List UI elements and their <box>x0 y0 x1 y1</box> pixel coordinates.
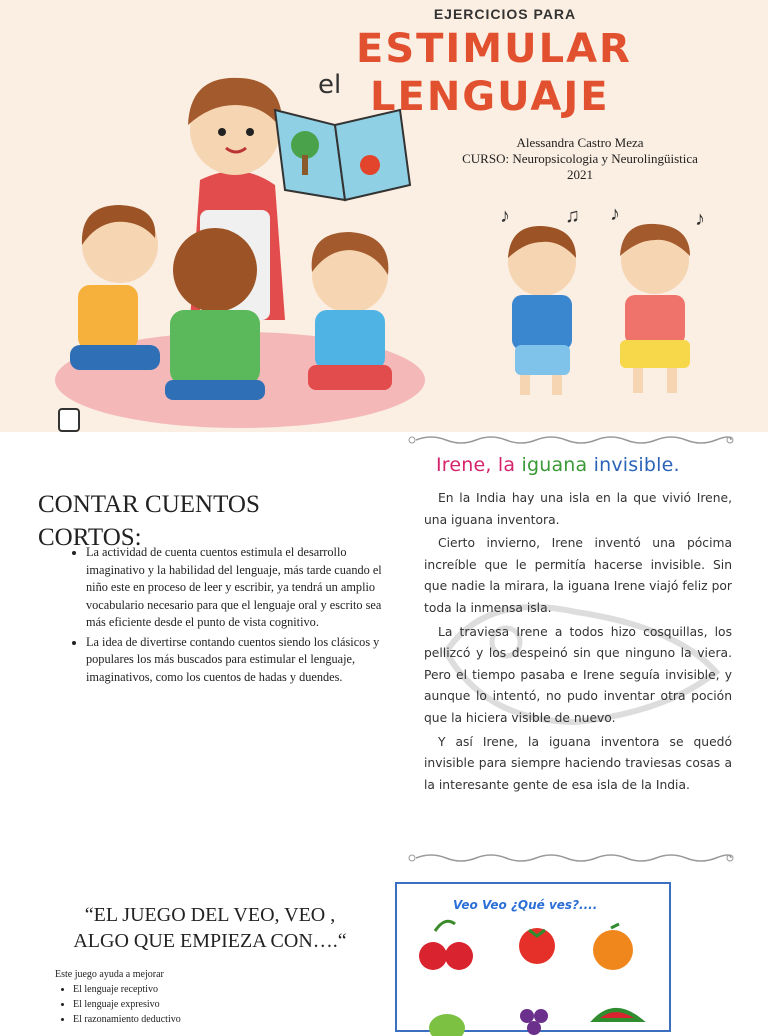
apple-icon <box>429 1014 465 1036</box>
fruit-illustrations <box>415 916 655 1036</box>
cover-pre-title: EJERCICIOS PARA <box>433 6 577 22</box>
ornament-divider-top <box>406 434 736 446</box>
bullet-item: • La actividad de cuenta cuentos estimula el desarrollo imaginativo y la habilidad del lenguaje, más tarde cuando el niño este en proceso de leer y escribir, ya tendrá un amplio vocabulario necesario para que el lenguaje oral y escrito sea más eficiente desde el punto de vista cognitivo. <box>86 544 396 632</box>
year: 2021 <box>567 167 593 182</box>
tomato-icon <box>519 928 555 964</box>
cover-banner <box>0 0 768 432</box>
veo-veo-title: Veo Veo ¿Qué ves?.... <box>453 898 598 912</box>
game-title: “EL JUEGO DEL VEO, VEO , ALGO QUE EMPIEZA CON….“ <box>73 904 347 952</box>
cherry-icon <box>419 921 473 970</box>
section-bullet-list <box>62 544 396 688</box>
game-intro: Este juego ayuda a mejorar <box>55 969 164 980</box>
story-title-part2: iguana <box>521 454 594 476</box>
watermelon-icon <box>595 1010 640 1020</box>
story-title <box>436 454 680 476</box>
svg-text:♪: ♪ <box>610 203 620 225</box>
author-name: Alessandra Castro Meza <box>516 135 644 150</box>
section-title-cuentos: CONTAR CUENTOS CORTOS: <box>38 491 260 551</box>
orange-icon <box>593 924 633 970</box>
story-paragraph: La traviesa Irene a todos hizo cosquillas, los pellizcó y los despeinó sin que ninguno la viera. Pero el tiempo pasaba e Irene seguía invisible, y aunque lo intentó, no pudo inventar otra poción que la hiciera visible de nuevo. <box>424 624 732 725</box>
svg-text:♫: ♫ <box>565 205 580 227</box>
grapes-icon <box>520 1009 548 1035</box>
cover-title-line1: ESTIMULAR <box>356 26 632 72</box>
cover-meta <box>420 135 740 183</box>
list-item: • El razonamiento deductivo <box>73 1012 181 1027</box>
phone-icon <box>58 408 80 432</box>
story-paragraph: Y así Irene, la iguana inventora se quedó invisible para siempre haciendo traviesas cosas a la interesante gente de esa isla de la India. <box>424 734 732 792</box>
list-item: • El lenguaje receptivo <box>73 982 181 997</box>
ornament-divider-bottom <box>406 852 736 864</box>
story-title-part1: Irene, la <box>436 454 522 476</box>
veo-veo-card <box>395 882 671 1032</box>
story-body <box>424 488 732 798</box>
singing-kids-illustration <box>480 200 730 420</box>
list-item: • El lenguaje expresivo <box>73 997 181 1012</box>
bullet-item: • La idea de divertirse contando cuentos siendo los clásicos y populares los más buscados para estimular el lenguaje, imaginativos, como los cuentos de hadas y duendes. <box>86 634 396 687</box>
course-name: CURSO: Neuropsicologia y Neurolingüistica <box>462 151 698 166</box>
story-card <box>406 432 742 872</box>
cover-title-article: el <box>318 70 342 100</box>
cover-title-line2: LENGUAJE <box>370 74 610 120</box>
story-paragraph: En la India hay una isla en la que vivió Irene, una iguana inventora. <box>424 491 732 527</box>
story-paragraph: Cierto invierno, Irene inventó una pócima increíble que le permitía hacerse invisible. Sin que nadie la mirara, la iguana Irene viajó feliz por toda la inmensa isla. <box>424 536 732 615</box>
game-benefits-list <box>55 982 181 1027</box>
story-title-part3: invisible. <box>593 454 680 476</box>
svg-text:♪: ♪ <box>695 208 705 230</box>
svg-text:♪: ♪ <box>500 205 510 227</box>
